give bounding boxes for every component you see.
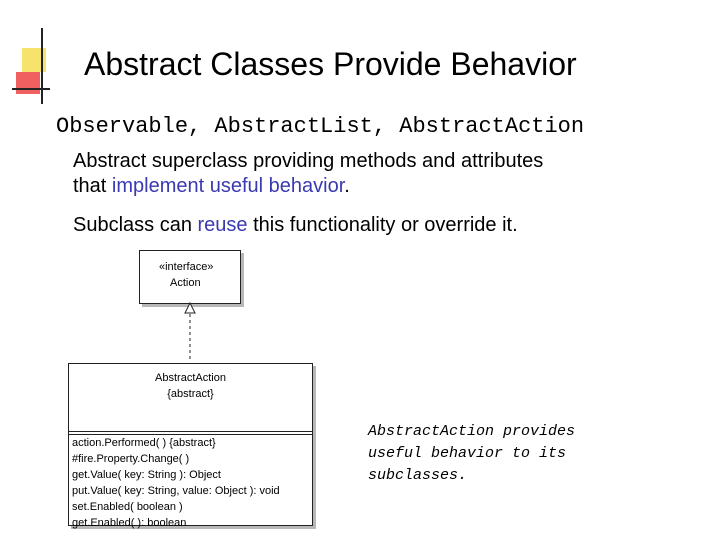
interface-name: Action: [170, 277, 201, 289]
class-modifier: {abstract}: [167, 388, 214, 400]
method-fire-property-change: #fire.Property.Change( ): [72, 453, 190, 465]
method-put-value: put.Value( key: String, value: Object ): void: [72, 485, 280, 497]
deco-red-square: [16, 72, 40, 94]
bullet-2-prefix: Subclass can: [73, 214, 198, 236]
slide-title: Abstract Classes Provide Behavior: [84, 46, 577, 82]
corner-decoration: [0, 0, 80, 110]
bullet-1-line-2: [73, 174, 543, 199]
bullet-1-prefix: that: [73, 175, 112, 197]
bullet-2-highlight: reuse: [197, 214, 248, 236]
note-line-3: subclasses.: [368, 467, 468, 484]
method-get-enabled: get.Enabled( ): boolean: [72, 517, 187, 529]
note-line-1: AbstractAction provides: [368, 423, 576, 440]
abstract-class-box: [68, 363, 313, 529]
diagram-note: [368, 421, 575, 487]
methods-list: [69, 435, 312, 531]
note-line-2: useful behavior to its: [368, 445, 567, 462]
deco-horizontal-line: [12, 88, 50, 90]
deco-vertical-line: [41, 28, 43, 104]
interface-box: [139, 250, 241, 304]
bullet-1-suffix: .: [344, 175, 350, 197]
subheading: Observable, AbstractList, AbstractAction: [56, 114, 585, 139]
method-get-value: get.Value( key: String ): Object: [72, 469, 221, 481]
bullet-1: [73, 149, 543, 199]
method-set-enabled: set.Enabled( boolean ): [72, 501, 183, 513]
realization-arrowhead-icon: [185, 303, 195, 313]
class-name: AbstractAction: [155, 372, 226, 384]
realization-arrow: [176, 300, 206, 364]
bullet-1-highlight: implement useful behavior: [111, 175, 345, 197]
interface-stereotype: «interface»: [159, 261, 214, 273]
bullet-2: [73, 213, 518, 238]
bullet-2-suffix: this functionality or override it.: [247, 214, 518, 236]
bullet-1-line-1: Abstract superclass providing methods and attributes: [73, 150, 544, 172]
method-action-performed: action.Performed( ) {abstract}: [72, 437, 216, 449]
